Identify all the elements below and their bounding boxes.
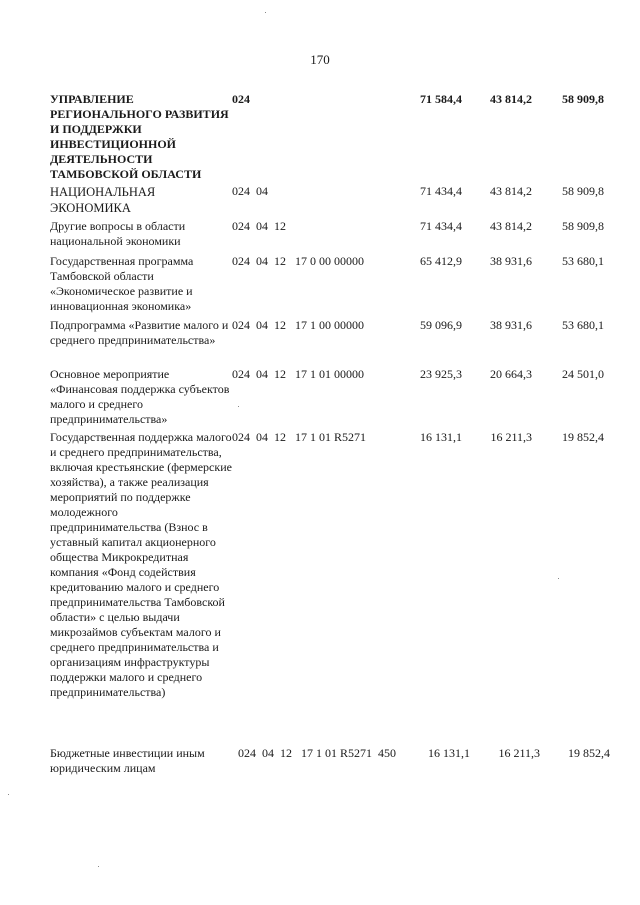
row-code: 024 04 12 17 1 01 R5271: [232, 430, 367, 444]
row-value-1: 71 434,4: [420, 184, 462, 198]
row-code: 024 04 12 17 1 00 00000: [232, 318, 364, 332]
row-value-3: 24 501,0: [562, 367, 604, 381]
scan-speck: [265, 12, 266, 13]
row-name: Подпрограмма «Развитие малого и среднего предпринимательства»: [50, 318, 229, 347]
row-name: Другие вопросы в области национальной экономики: [50, 219, 186, 248]
row-name: Государственная программа Тамбовской области «Экономическое развитие и инновационная экономика»: [50, 254, 194, 313]
row-value-3: 53 680,1: [562, 318, 604, 332]
row-value-3: 19 852,4: [568, 746, 610, 760]
row-value-1: 71 584,4: [420, 92, 462, 106]
row-name: Основное мероприятие «Финансовая поддержка субъектов малого и среднего предпринимательства»: [50, 367, 230, 426]
row-value-2: 20 664,3: [490, 367, 532, 381]
row-value-1: 65 412,9: [420, 254, 462, 268]
row-value-3: 58 909,8: [562, 184, 604, 198]
row-code: 024: [232, 92, 250, 106]
row-value-3: 53 680,1: [562, 254, 604, 268]
row-value-2: 38 931,6: [490, 254, 532, 268]
scan-speck: [98, 866, 99, 867]
row-name: Государственная поддержка малого и среднего предпринимательства, включая крестьянские (фермерские хозяйства), а также реализация мероприятий по поддержке молодежного предпринимательства (Взнос в уставный капитал акционерного общества Микрокредитная компания «Фонд содействия кредитованию малого и среднего предпринимательства Тамбовской области» с целью выдачи микрозаймов субъектам малого и среднего предпринимательства и организациям инфраструктуры поддержки малого и среднего предпринимательства): [50, 430, 232, 699]
row-value-1: 23 925,3: [420, 367, 462, 381]
row-name: Бюджетные инвестиции иным юридическим лицам: [50, 746, 205, 775]
scan-speck: [8, 794, 9, 795]
row-value-2: 16 211,3: [490, 430, 532, 444]
row-value-3: 58 909,8: [562, 219, 604, 233]
row-value-3: 19 852,4: [562, 430, 604, 444]
row-value-2: 43 814,2: [490, 92, 532, 106]
row-name: УПРАВЛЕНИЕ РЕГИОНАЛЬНОГО РАЗВИТИЯ И ПОДДЕРЖКИ ИНВЕСТИЦИОННОЙ ДЕЯТЕЛЬНОСТИ ТАМБОВСКОЙ ОБЛАСТИ: [50, 92, 229, 181]
row-name: НАЦИОНАЛЬНАЯ ЭКОНОМИКА: [50, 185, 156, 215]
scan-speck: [558, 578, 559, 579]
row-value-1: 71 434,4: [420, 219, 462, 233]
row-value-2: 38 931,6: [490, 318, 532, 332]
row-code: 024 04 12 17 1 01 R5271 450: [238, 746, 397, 760]
row-value-3: 58 909,8: [562, 92, 604, 106]
row-value-1: 16 131,1: [428, 746, 470, 760]
scan-speck: [238, 406, 239, 407]
row-value-2: 43 814,2: [490, 184, 532, 198]
row-value-1: 16 131,1: [420, 430, 462, 444]
row-code: 024 04 12: [232, 219, 286, 233]
page-number: 170: [310, 52, 330, 67]
row-value-1: 59 096,9: [420, 318, 462, 332]
row-value-2: 43 814,2: [490, 219, 532, 233]
row-value-2: 16 211,3: [498, 746, 540, 760]
row-code: 024 04 12 17 1 01 00000: [232, 367, 364, 381]
row-code: 024 04: [232, 184, 268, 198]
row-code: 024 04 12 17 0 00 00000: [232, 254, 364, 268]
